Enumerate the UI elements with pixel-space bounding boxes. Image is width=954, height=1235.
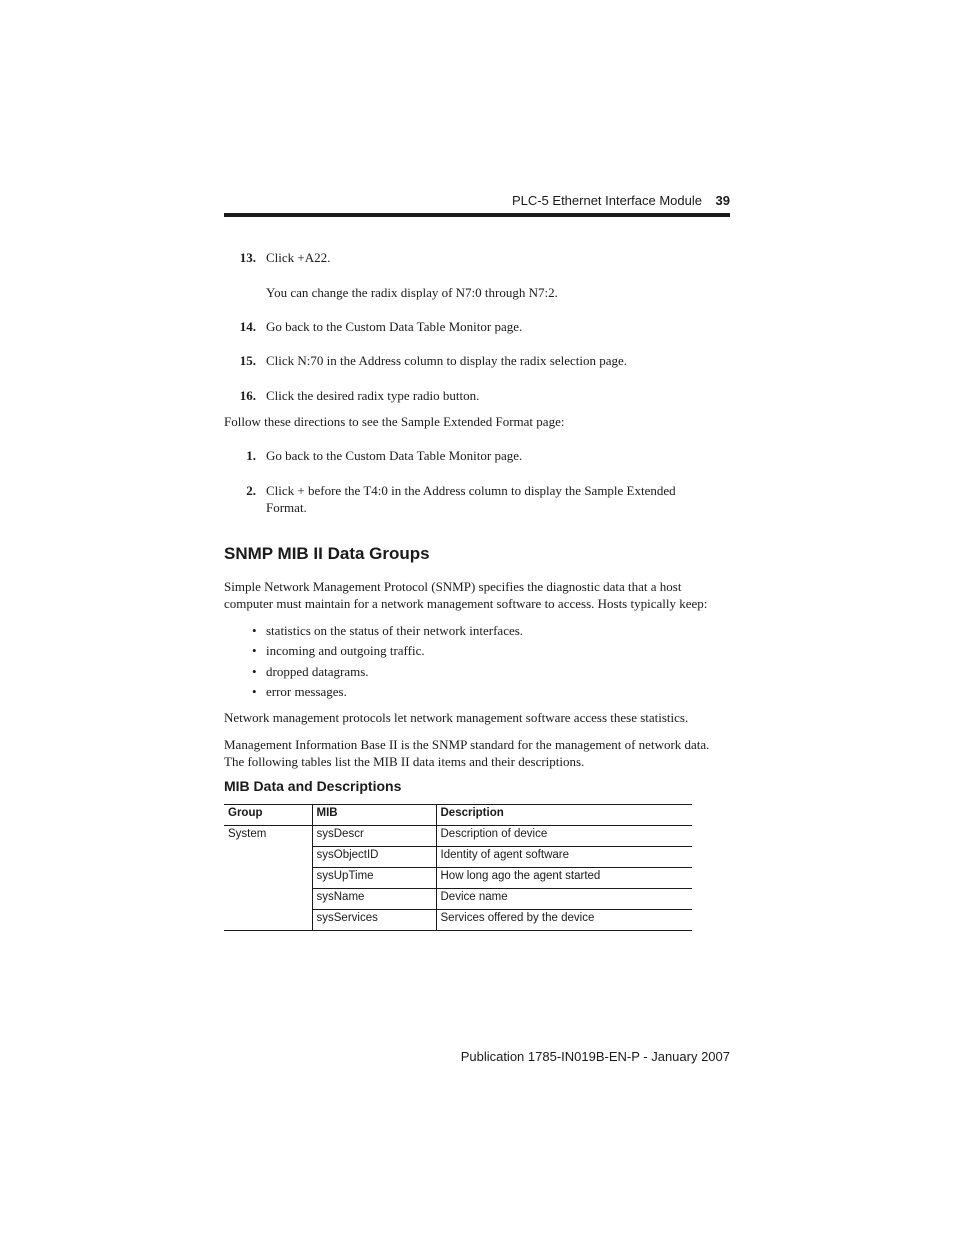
- group-cell: System: [224, 826, 312, 931]
- bullet-icon: •: [252, 623, 257, 638]
- bullet-text: dropped datagrams.: [266, 664, 369, 679]
- intro-paragraph: Follow these directions to see the Sample Extended Format page:: [224, 414, 565, 429]
- step-number: 13.: [239, 250, 256, 265]
- description-cell: Identity of agent software: [436, 847, 692, 868]
- mib-cell: sysServices: [312, 910, 436, 931]
- bullet-icon: •: [252, 643, 257, 658]
- description-cell: Services offered by the device: [436, 910, 692, 931]
- table-row: [224, 826, 692, 847]
- step-text: Click +A22.: [266, 250, 331, 265]
- header-title: PLC-5 Ethernet Interface Module: [511, 193, 702, 208]
- step-number: 2.: [246, 483, 256, 498]
- mib-cell: sysObjectID: [312, 847, 436, 868]
- bullet-icon: •: [252, 684, 257, 699]
- table-title: MIB Data and Descriptions: [224, 778, 402, 794]
- step-text: Click the desired radix type radio button.: [266, 388, 480, 403]
- section-heading: SNMP MIB II Data Groups: [224, 544, 430, 563]
- column-header-group: Group: [224, 805, 312, 826]
- step-number: 14.: [239, 319, 256, 334]
- mib-cell: sysName: [312, 889, 436, 910]
- column-header-mib: MIB: [312, 805, 436, 826]
- header-rule: [224, 213, 730, 217]
- step-text: Click N:70 in the Address column to display the radix selection page.: [266, 353, 628, 368]
- bullet-text: statistics on the status of their network interfaces.: [266, 623, 524, 638]
- section-paragraph-2: Network management protocols let network management software access these statistics.: [224, 710, 689, 725]
- bullet-icon: •: [252, 664, 257, 679]
- step-note-text: You can change the radix display of N7:0 through N7:2.: [266, 285, 558, 300]
- mib-cell: sysDescr: [312, 826, 436, 847]
- description-cell: Device name: [436, 889, 692, 910]
- bullet-text: error messages.: [266, 684, 347, 699]
- column-header-description: Description: [436, 805, 692, 826]
- section-paragraph-1: Simple Network Management Protocol (SNMP) specifies the diagnostic data that a host computer must maintain for a network management software to access. Hosts typically keep:: [224, 579, 708, 611]
- step-text: Go back to the Custom Data Table Monitor page.: [266, 448, 523, 463]
- table-header-row: [224, 805, 692, 826]
- page-number: 39: [715, 193, 730, 208]
- publication-footer: Publication 1785-IN019B-EN-P - January 2007: [460, 1049, 730, 1064]
- step-text: Click + before the T4:0 in the Address column to display the Sample Extended Format.: [266, 483, 676, 515]
- step-text: Go back to the Custom Data Table Monitor page.: [266, 319, 523, 334]
- mib-table: [224, 804, 692, 931]
- bullet-text: incoming and outgoing traffic.: [266, 643, 425, 658]
- mib-cell: sysUpTime: [312, 868, 436, 889]
- step-number: 16.: [239, 388, 256, 403]
- step-number: 1.: [246, 448, 256, 463]
- section-paragraph-3: Management Information Base II is the SNMP standard for the management of network data. The following tables list the MIB II data items and their descriptions.: [224, 737, 710, 769]
- description-cell: How long ago the agent started: [436, 868, 692, 889]
- description-cell: Description of device: [436, 826, 692, 847]
- step-number: 15.: [239, 353, 256, 368]
- running-header: [224, 191, 730, 209]
